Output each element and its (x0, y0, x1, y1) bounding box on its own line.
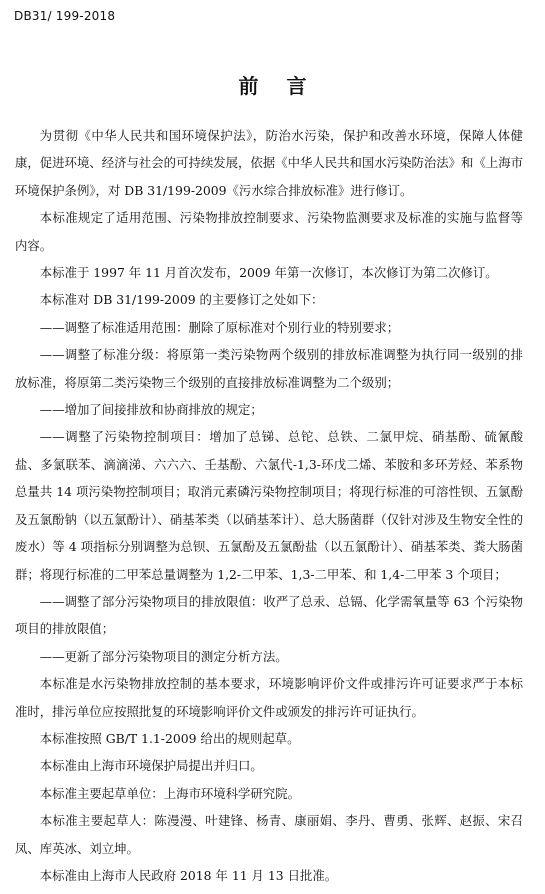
revision-item: ——调整了污染物控制项目：增加了总锑、总铊、总铁、二氯甲烷、硝基酚、硫氰酸盐、多氯联苯、滴滴涕、六六六、壬基酚、六氯代-1,3-环戊二烯、苯胺和多环芳烃、苯系物总量共 14 项污染物控制项目；取消元素磷污染物控制项目；将现行标准的可溶性钡、五氯酚及五氯酚钠（以五氯酚计）、硝基苯类（以硝基苯计）、总大肠菌群（仅针对涉及生物安全性的废水）等 4 项指标分别调整为总钡、五氯酚及五氯酚盐（以五氯酚计）、硝基苯类、粪大肠菌群；将现行标准的二甲苯总量调整为 1,2-二甲苯、1,3-二甲苯、和 1,4-二甲苯 3 个项目； (15, 429, 524, 582)
paragraph-basic-requirements: 本标准是水污染物排放控制的基本要求，环境影响评价文件或排污许可证要求严于本标准时，排污单位应按照批复的环境影响评价文件或颁发的排污许可证执行。 (15, 676, 523, 719)
paragraph-drafting-rules: 本标准按照 GB/T 1.1-2009 给出的规则起草。 (39, 730, 300, 746)
revision-item: ——更新了部分污染物项目的测定分析方法。 (39, 648, 288, 664)
paragraph-drafting-unit: 本标准主要起草单位：上海市环境科学研究院。 (39, 785, 300, 801)
revision-item: ——调整了标准分级：将原第一类污染物两个级别的排放标准调整为执行同一级别的排放标准，将原第二类污染物三个级别的直接排放标准调整为二个级别； (15, 347, 523, 390)
document-code-header: DB31/ 199-2018 (14, 9, 116, 23)
paragraph-history: 本标准于 1997 年 11 月首次发布，2009 年第一次修订，本次修订为第二次修订。 (39, 265, 498, 281)
paragraph-drafters: 本标准主要起草人：陈漫漫、叶建锋、杨青、康丽娟、李丹、曹勇、张辉、赵振、宋召凤、库英冰、刘立坤。 (15, 813, 523, 856)
page-title: 前言 (238, 74, 335, 98)
paragraph-revisions-intro: 本标准对 DB 31/199-2009 的主要修订之处如下： (39, 292, 324, 308)
paragraph-scope: 本标准规定了适用范围、污染物排放控制要求、污染物监测要求及标准的实施与监督等内容。 (15, 210, 523, 253)
paragraph-approval: 本标准由上海市人民政府 2018 年 11 月 13 日批准。 (39, 867, 338, 883)
paragraph-purpose: 为贯彻《中华人民共和国环境保护法》，防治水污染，保护和改善水环境，保障人体健康，促进环境、经济与社会的可持续发展，依据《中华人民共和国水污染防治法》和《上海市环境保护条例》，对 DB 31/199-2009《污水综合排放标准》进行修订。 (15, 128, 524, 198)
paragraph-proposer: 本标准由上海市环境保护局提出并归口。 (39, 758, 263, 774)
document-body (15, 122, 523, 889)
revision-item: ——增加了间接排放和协商排放的规定； (39, 402, 263, 418)
revision-item: ——调整了标准适用范围：删除了原标准对个别行业的特别要求； (39, 319, 400, 335)
revision-item: ——调整了部分污染物项目的排放限值：收严了总汞、总镉、化学需氧量等 63 个污染物项目的排放限值； (15, 593, 523, 637)
